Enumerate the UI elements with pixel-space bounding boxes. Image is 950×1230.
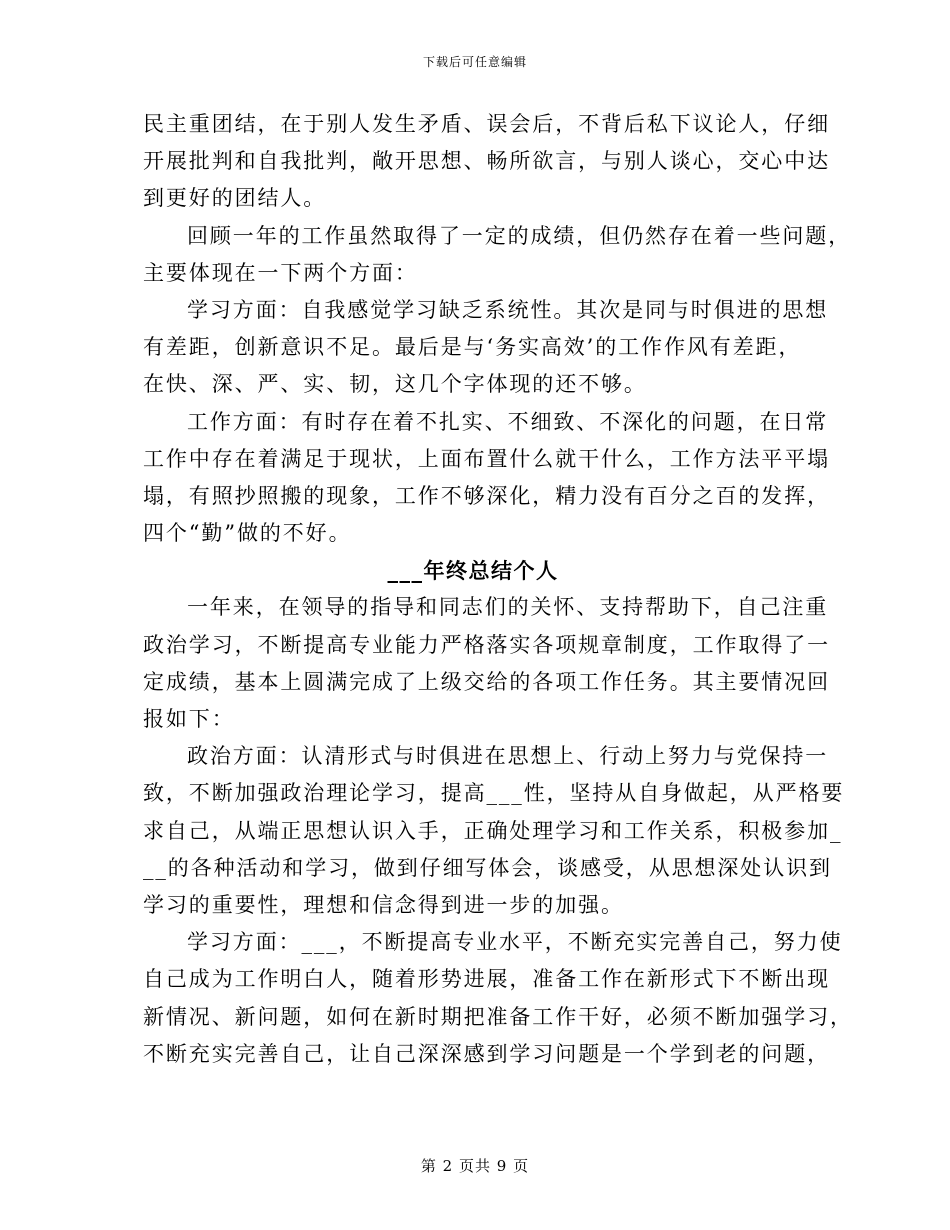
text-line: 工作中存在着满足于现状，上面布置什么就干什么，工作方法平平塌	[143, 446, 830, 471]
text-line: 工作方面：有时存在着不扎实、不细致、不深化的问题，在日常	[187, 409, 829, 434]
text-line: 四个“勤”做的不好。	[143, 521, 352, 546]
text-line: 致，不断加强政治理论学习，提高___性，坚持从自身做起，从严格要	[143, 781, 845, 806]
text-line: 学习的重要性，理想和信念得到进一步的加强。	[143, 892, 624, 917]
text-line: 自己成为工作明白人，随着形势进展，准备工作在新形式下不断出现	[143, 967, 830, 992]
text-line: 在快、深、严、实、韧，这几个字体现的还不够。	[143, 372, 647, 397]
text-line: 定成绩，基本上圆满完成了上级交给的各项工作任务。其主要情况回	[143, 669, 830, 694]
document-body	[143, 106, 853, 1073]
text-line: 到更好的团结人。	[143, 186, 327, 211]
text-line: 政治方面：认清形式与时俱进在思想上、行动上努力与党保持一	[187, 744, 829, 769]
text-line: 主要体现在一下两个方面：	[143, 260, 418, 285]
text-line: 回顾一年的工作虽然取得了一定的成绩，但仍然存在着一些问题，	[187, 223, 852, 248]
text-line: 政治学习，不断提高专业能力严格落实各项规章制度，工作取得了一	[143, 632, 830, 657]
text-line: 新情况、新问题，如何在新时期把准备工作干好，必须不断加强学习，	[143, 1004, 853, 1029]
page-footer: 第 2 页共 9 页	[420, 1157, 530, 1175]
text-line: 一年来，在领导的指导和同志们的关怀、支持帮助下，自己注重	[187, 595, 829, 620]
text-line: 不断充实完善自己，让自己深深感到学习问题是一个学到老的问题，	[143, 1041, 830, 1066]
page-header: 下载后可任意编辑	[422, 55, 527, 69]
text-line: 报如下：	[143, 707, 235, 731]
text-line: 开展批判和自我批判，敞开思想、畅所欲言，与别人谈心，交心中达	[143, 149, 830, 174]
section-title: ___年终总结个人	[387, 558, 559, 584]
text-line: 学习方面：___，不断提高专业水平，不断充实完善自己，努力使	[187, 930, 843, 955]
text-line: 塌，有照抄照搬的现象，工作不够深化，精力没有百分之百的发挥，	[143, 483, 830, 508]
text-line: 求自己，从端正思想认识入手，正确处理学习和工作关系，积极参加_	[143, 818, 843, 843]
text-line: 学习方面：自我感觉学习缺乏系统性。其次是同与时俱进的思想	[187, 297, 829, 322]
text-line: 民主重团结，在于别人发生矛盾、误会后，不背后私下议论人，仔细	[143, 112, 830, 136]
text-line: 有差距，创新意识不足。最后是与‘务实高效’的工作作风有差距，	[143, 335, 802, 360]
text-line: __的各种活动和学习，做到仔细写体会，谈感受，从思想深处认识到	[143, 855, 832, 880]
